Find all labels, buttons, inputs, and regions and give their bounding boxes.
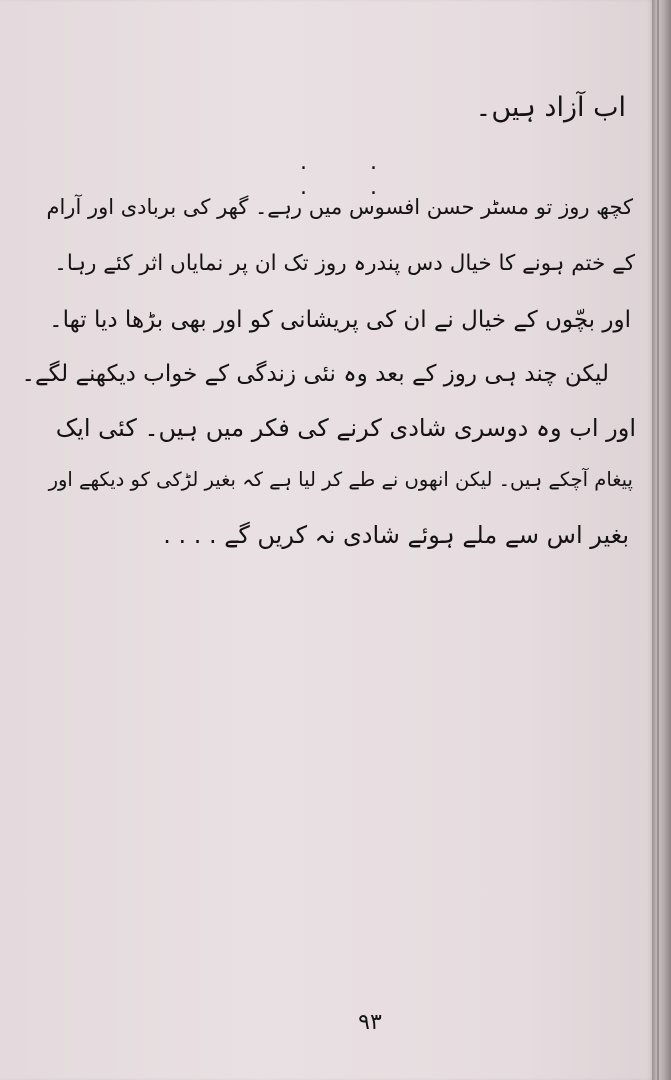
page-edge (652, 0, 671, 1080)
page-heading: اب آزاد ہیں۔ (475, 92, 626, 123)
paragraph-line-6: پیغام آچکے ہیں۔ لیکن انھوں نے طے کر لیا ہے کہ بغیر لڑکی کو دیکھے اور (48, 468, 633, 491)
paragraph-line-4: لیکن چند ہی روز کے بعد وہ نئی زندگی کے خواب دیکھنے لگے۔ (21, 361, 609, 387)
paragraph-line-7: بغیر اس سے ملے ہوئے شادی نہ کریں گے . . . . (163, 521, 629, 549)
page-number: ۹۳ (358, 1010, 382, 1035)
page-edge-line (657, 0, 659, 1080)
paragraph-line-1: کچھ روز تو مسٹر حسن افسوس میں رہے۔ گھر کی بربادی اور آرام (46, 195, 633, 219)
paragraph-line-3: اور بچّوں کے خیال نے ان کی پریشانی کو اور بھی بڑھا دیا تھا۔ (49, 307, 631, 333)
paragraph-line-5: اور اب وہ دوسری شادی کرنے کی فکر میں ہیں۔ کئی ایک (55, 414, 636, 442)
paragraph-line-2: کے ختم ہونے کا خیال دس پندرہ روز تک ان پر نمایاں اثر کئے رہا۔ (54, 251, 635, 276)
section-separator: . . . . (300, 150, 405, 200)
